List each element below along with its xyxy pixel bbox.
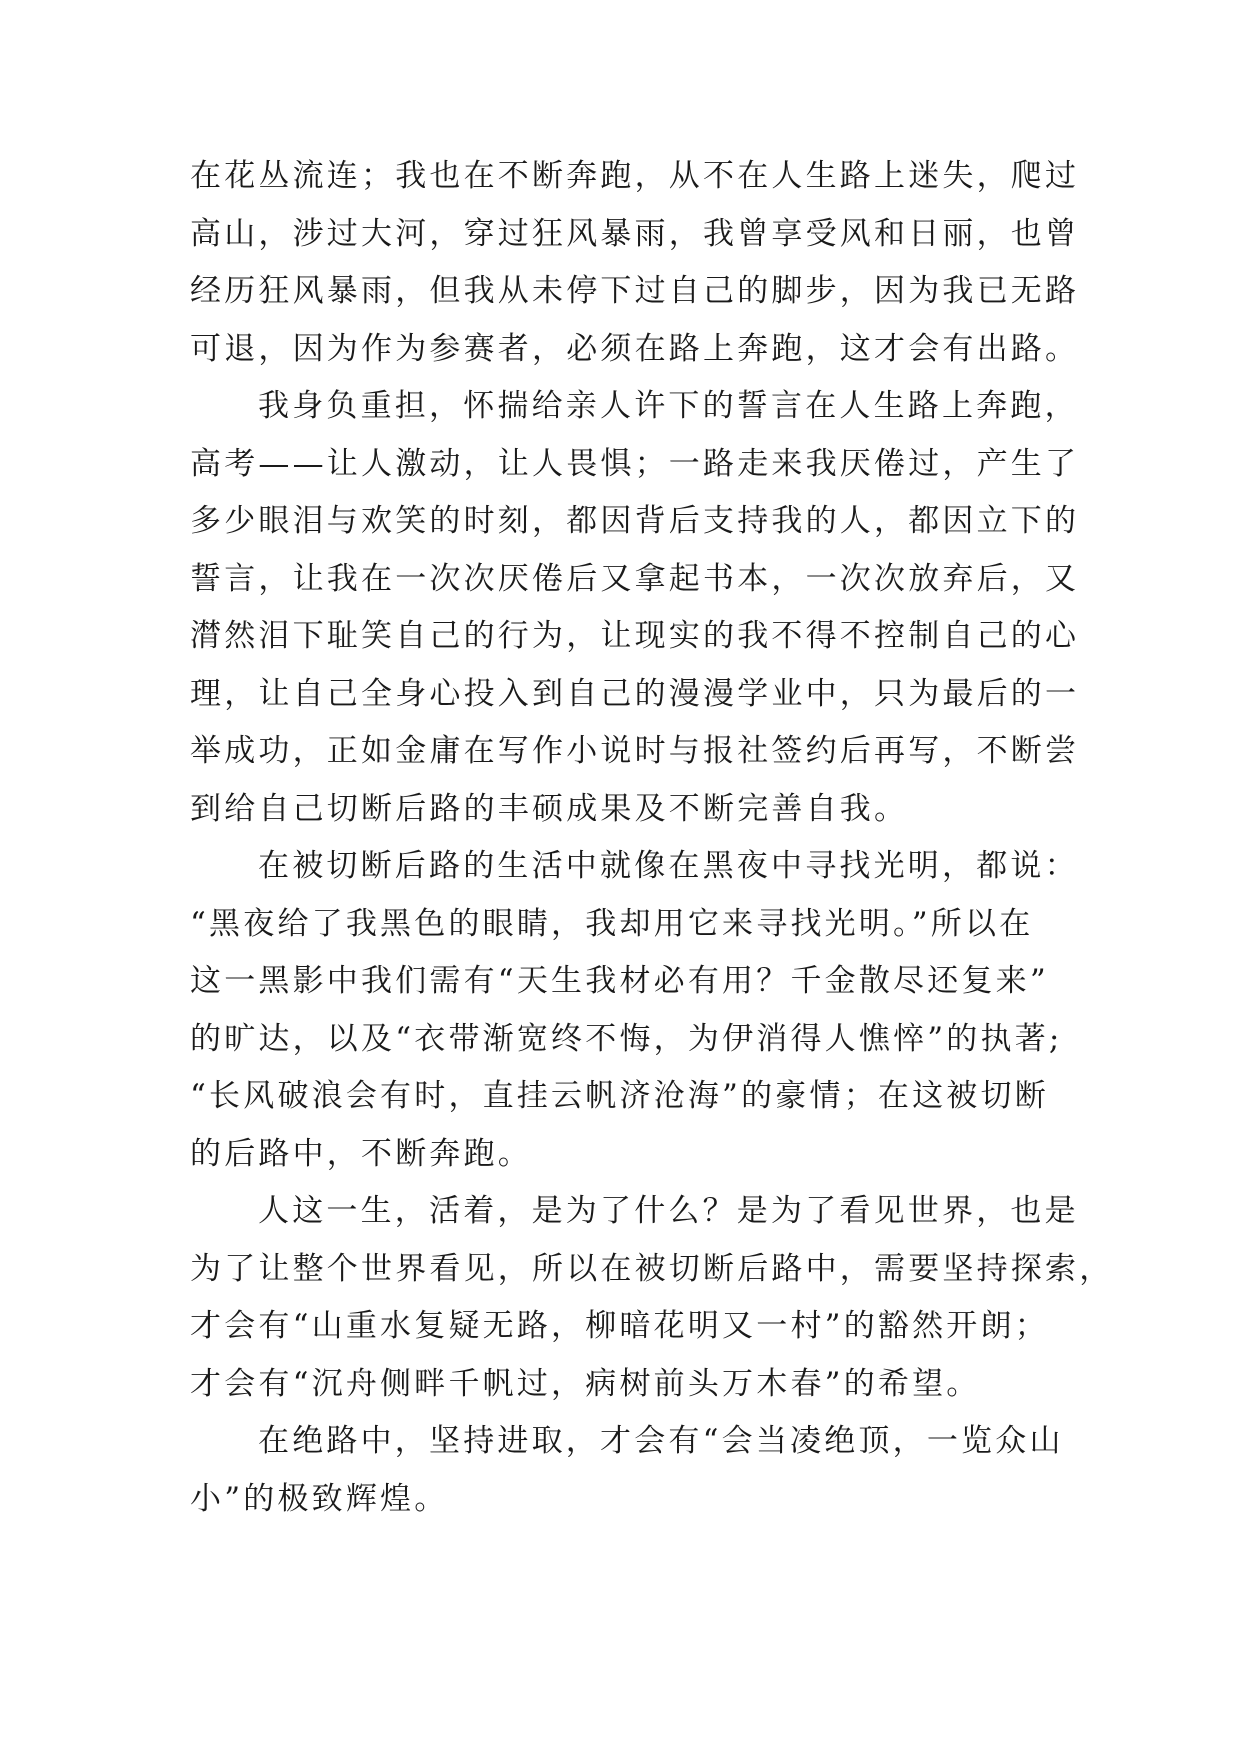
- paragraph: [190, 148, 1080, 378]
- text-line: 可退，因为作为参赛者，必须在路上奔跑，这才会有出路。: [190, 330, 1080, 367]
- text-line: 多少眼泪与欢笑的时刻，都因背后支持我的人，都因立下的: [190, 503, 1080, 539]
- text-line: 在被切断后路的生活中就像在黑夜中寻找光明，都说：: [258, 848, 1079, 884]
- text-line: 潸然泪下耻笑自己的行为，让现实的我不得不控制自己的心: [190, 618, 1080, 654]
- text-line: 才会有“沉舟侧畔千帆过，病树前头万木春”的希望。: [190, 1365, 981, 1402]
- text-line: 在花丛流连；我也在不断奔跑，从不在人生路上迷失，爬过: [190, 158, 1080, 194]
- paragraph: [190, 1183, 1114, 1413]
- text-line: 高考——让人激动，让人畏惧；一路走来我厌倦过，产生了: [190, 445, 1080, 482]
- text-line: 经历狂风暴雨，但我从未停下过自己的脚步，因为我已无路: [190, 273, 1080, 309]
- text-line: 理，让自己全身心投入到自己的漫漫学业中，只为最后的一: [190, 675, 1080, 712]
- document-body: [190, 148, 1114, 1528]
- text-line: 的旷达，以及“衣带渐宽终不悔，为伊消得人憔悴”的执著;: [190, 1020, 1063, 1057]
- text-line: 誓言，让我在一次次厌倦后又拿起书本，一次次放弃后，又: [190, 560, 1080, 597]
- text-line: 高山，涉过大河，穿过狂风暴雨，我曾享受风和日丽，也曾: [190, 215, 1080, 252]
- text-line: “长风破浪会有时，直挂云帆济沧海”的豪情；在这被切断: [190, 1078, 1049, 1114]
- text-line: 我身负重担，怀揣给亲人许下的誓言在人生路上奔跑，: [258, 388, 1079, 424]
- text-line: 这一黑影中我们需有“天生我材必有用？千金散尽还复来”: [190, 963, 1049, 999]
- text-line: 在绝路中，坚持进取，才会有“会当凌绝顶，一览众山: [258, 1423, 1064, 1459]
- text-line: 小”的极致辉煌。: [190, 1480, 449, 1517]
- paragraph: [190, 838, 1079, 1183]
- paragraph: [190, 378, 1080, 838]
- text-line: 的后路中，不断奔跑。: [190, 1135, 532, 1172]
- text-line: 举成功，正如金庸在写作小说时与报社签约后再写，不断尝: [190, 733, 1080, 769]
- text-line: 为了让整个世界看见，所以在被切断后路中，需要坚持探索，: [190, 1250, 1114, 1287]
- text-line: 才会有“山重水复疑无路，柳暗花明又一村”的豁然开朗；: [190, 1308, 1049, 1344]
- paragraph: [190, 1413, 1064, 1528]
- text-line: “黑夜给了我黑色的眼睛，我却用它来寻找光明。”所以在: [190, 905, 1034, 942]
- text-line: 人这一生，活着，是为了什么？是为了看见世界，也是: [258, 1193, 1079, 1229]
- text-line: 到给自己切断后路的丰硕成果及不断完善自我。: [190, 790, 909, 827]
